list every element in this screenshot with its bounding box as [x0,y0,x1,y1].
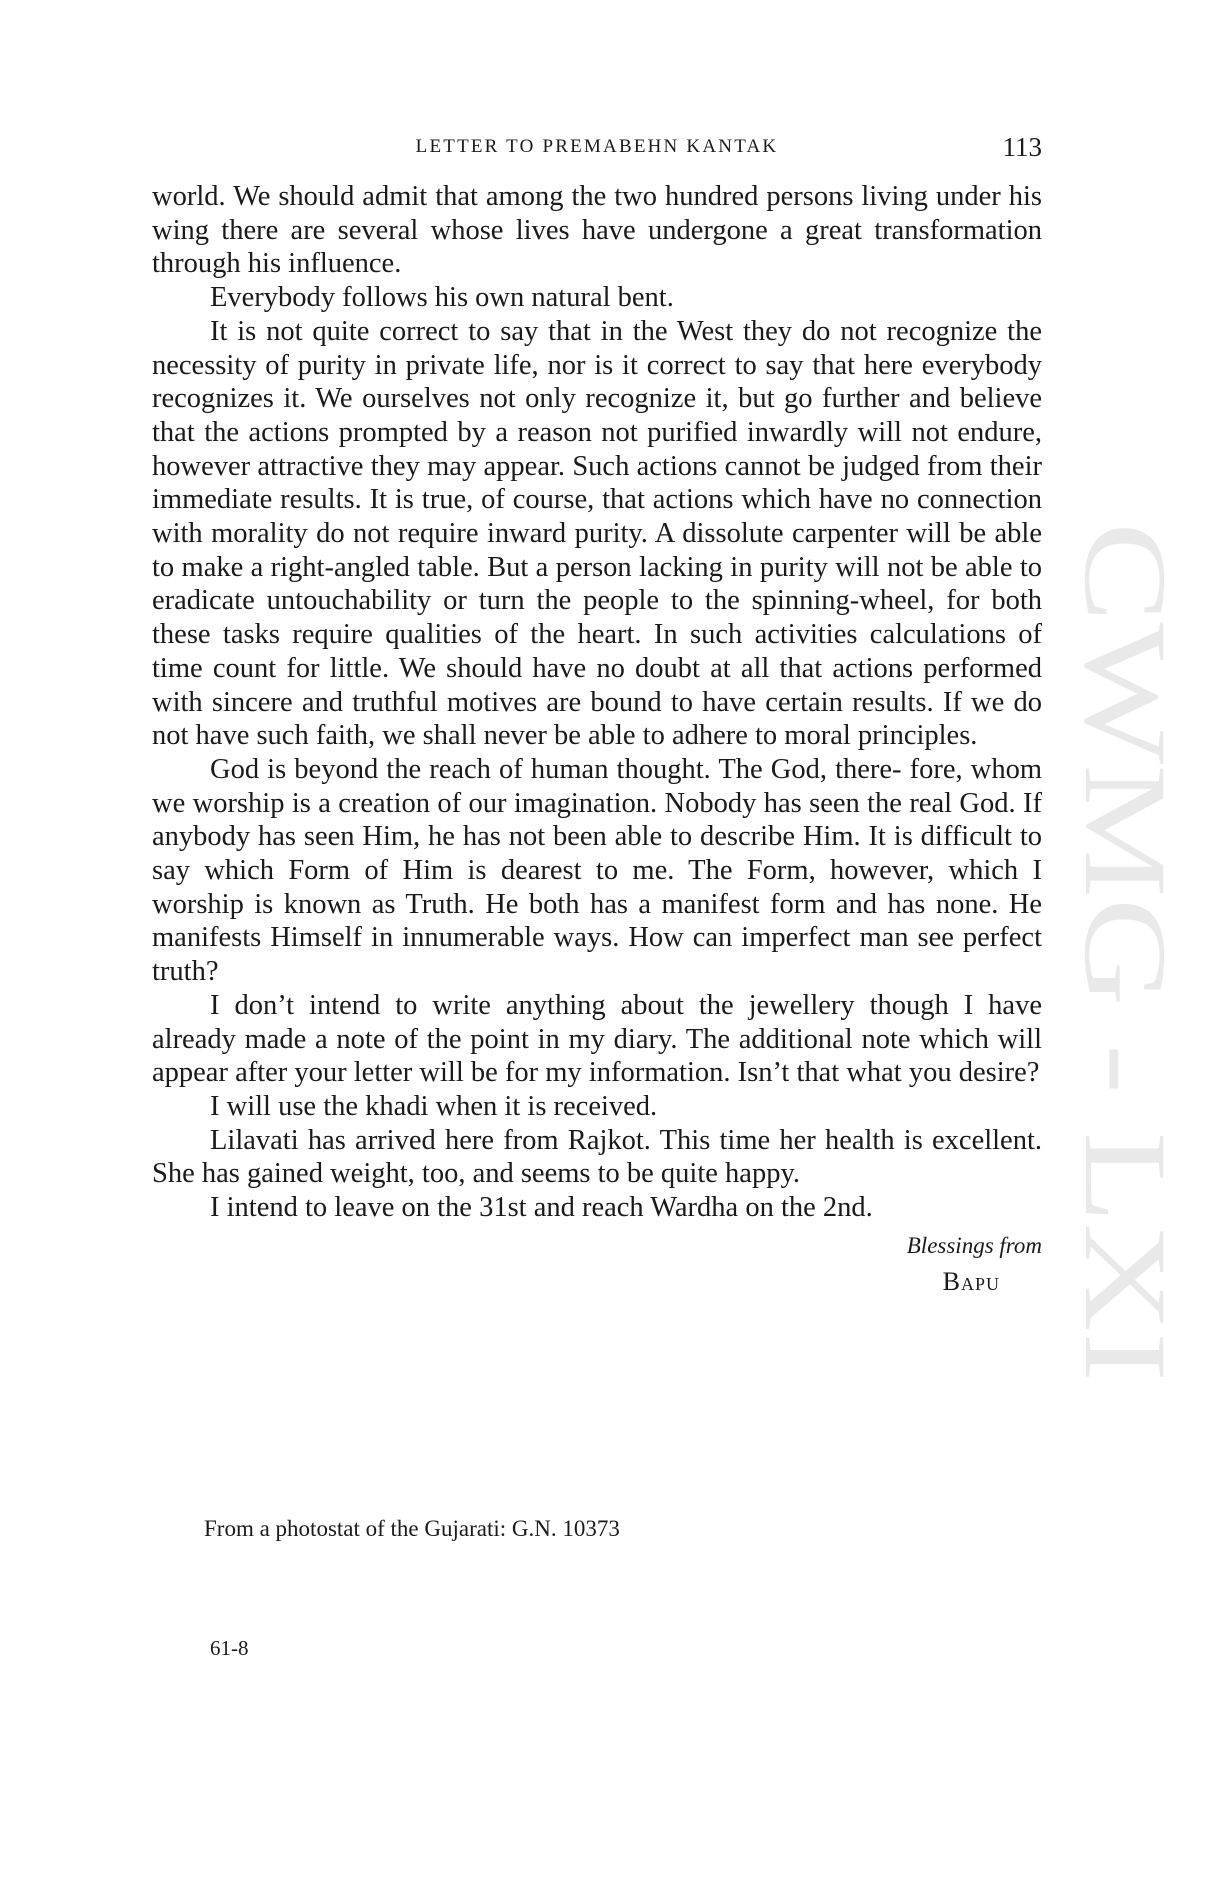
letter-body [152,180,1042,1299]
paragraph: Everybody follows his own natural bent. [210,282,674,314]
paragraph: I don’t intend to write anything about the jewellery though I have already made a note of the point in my diary. The additional note which will appear after your letter will be for my information. Isn’t that what you desire? [152,989,1042,1089]
paragraph: God is beyond the reach of human thought. The God, there- fore, whom we worship is a creation of our imagination. Nobody has seen the real God. If anybody has seen Him, he has not been able to describe Him. It is difficult to say which Form of Him is dearest to me. The Form, however, which I worship is known as Truth. He both has a manifest form and has none. He manifests Himself in innumerable ways. How can imperfect man see perfect truth? [152,753,1042,988]
printer-signature-mark: 61-8 [210,1636,249,1660]
paragraph: I intend to leave on the 31st and reach Wardha on the 2nd. [210,1192,873,1224]
paragraph: I will use the khadi when it is received. [210,1090,658,1122]
running-head [152,132,1042,168]
valediction: Blessings from [906,1232,1042,1258]
paragraph: It is not quite correct to say that in the West they do not recognize the necessity of purity in private life, nor is it correct to say that here everybody recognizes it. We ourselves not only recognize it, but go further and believe that the actions prompted by a reason not purified inwardly will not endure, however attractive they may appear. Such actions cannot be judged from their immediate results. It is true, of course, that actions which have no connection with morality do not require inward purity. A dissolute carpenter will be able to make a right-angled table. But a person lacking in purity will not be able to eradicate untouchability or turn the people to the spinning-wheel, for both these tasks require qualities of the heart. In such activities calculations of time count for little. We should have no doubt at all that actions performed with sincere and truthful motives are bound to have certain results. If we do not have such faith, we shall never be able to adhere to moral principles. [152,315,1042,752]
paragraph: world. We should admit that among the two hundred persons living under his wing there are several whose lives have undergone a great transformation through his influence. [152,181,1042,280]
paragraph: Lilavati has arrived here from Rajkot. This time her health is excellent. She has gained weight, too, and seems to be quite happy. [152,1124,1042,1190]
page-number: 113 [1002,132,1042,162]
running-title: LETTER TO PREMABEHN KANTAK [415,136,779,157]
signature: Bapu [942,1266,1000,1296]
watermark-text: CWMG - LXI [1060,522,1191,1198]
source-note: From a photostat of the Gujarati: G.N. 10373 [204,1516,620,1541]
